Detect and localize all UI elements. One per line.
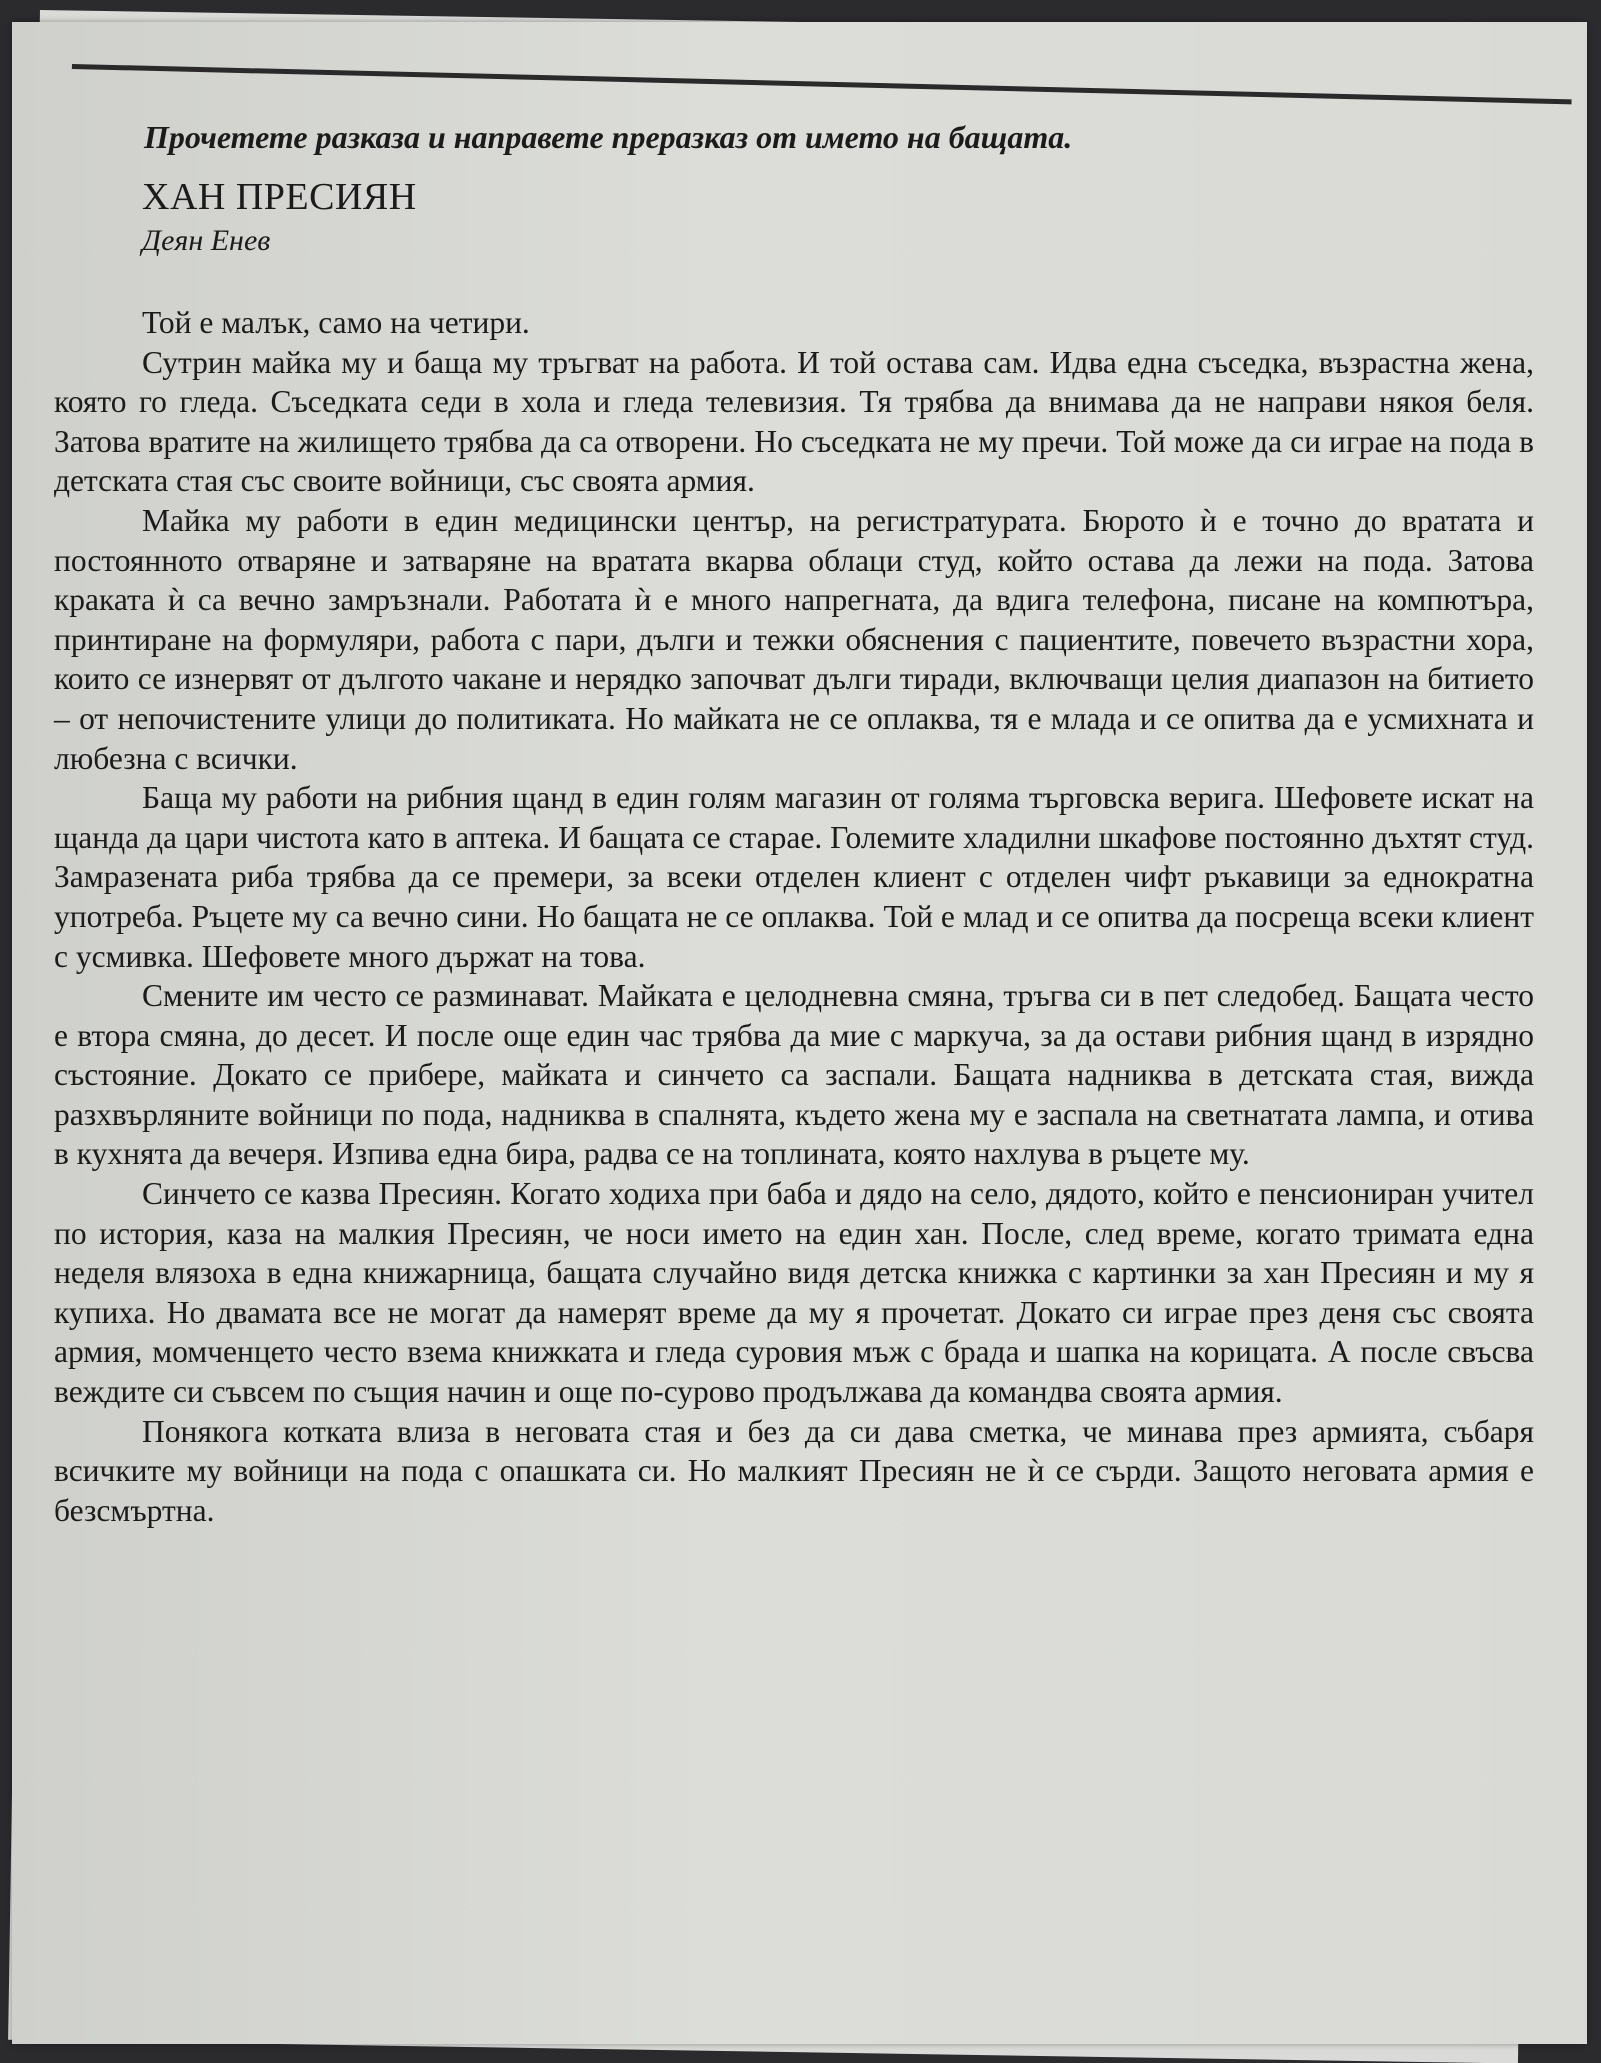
paragraph: Майка му работи в един медицински център, на регистратурата. Бюрото ѝ е точно до вратата и постоянното отваряне и затваряне на вратата вкарва облаци студ, който остава да лежи на пода. Затова краката ѝ са вечно замръзнали. Работата ѝ е много напрегната, да вдига телефона, писане на компютъра, принтиране на формуляри, работа с пари, дълги и тежки обяснения с пациентите, повечето възрастни хора, които се изнервят от дългото чакане и нерядко започват дълги тиради, включващи целия диапазон на битието – от непочистените улици до политиката. Но майката не се оплаква, тя е млада и се опитва да е усмихната и любезна с всички.	[54, 502, 1534, 776]
paragraph: Смените им често се разминават. Майката е целодневна смяна, тръгва си в пет следобед. Бащата често е втора смяна, до десет. И после още един час трябва да мие с маркуча, за да остави рибния щанд в изрядно състояние. Докато се прибере, майката и синчето са заспали. Бащата надниква в детската стая, вижда разхвърляните войници по пода, надниква в спалнята, където жена му е заспала на светнатата лампа, и отива в кухнята да вечеря. Изпива една бира, радва се на топлината, която нахлува в ръцете му.	[54, 978, 1534, 1172]
story-body	[54, 303, 1534, 1530]
top-rule-line	[72, 64, 1572, 104]
paragraph: Синчето се казва Пресиян. Когато ходиха при баба и дядо на село, дядото, който е пенсиониран учител по история, каза на малкия Пресиян, че носи името на един хан. После, след време, когато тримата една неделя влязоха в една книжарница, бащата случайно видя детска книжка с картинки за хан Пресиян и му я купиха. Но двамата все не могат да намерят време да му я прочетат. Докато си играе през деня със своята армия, момченцето често взема книжката и гледа суровия мъж с брада и шапка на корицата. А после свъсва веждите си съвсем по същия начин и още по-сурово продължава да командва своята армия.	[54, 1176, 1534, 1410]
story-author: Деян Енев	[142, 224, 271, 257]
paragraph: Сутрин майка му и баща му тръгват на работа. И той остава сам. Идва една съседка, възрастна жена, която го гледа. Съседката седи в хола и гледа телевизия. Тя трябва да внимава да не направи някоя беля. Затова вратите на жилището трябва да са отворени. Но съседката не му пречи. Той може да си играе на пода в детската стая със своите войници, със своята армия.	[54, 344, 1534, 499]
instruction-text: Прочетете разказа и направете преразказ от името на бащата.	[144, 119, 1073, 155]
document-page	[12, 22, 1587, 2044]
paragraph: Той е малък, само на четири.	[142, 305, 530, 340]
story-title: ХАН ПРЕСИЯН	[142, 176, 417, 218]
document-content	[54, 117, 1534, 1530]
paragraph: Понякога котката влиза в неговата стая и без да си дава сметка, че минава през армията, събаря всичките му войници на пода с опашката си. Но малкият Пресиян не ѝ се сърди. Защото неговата армия е безсмъртна.	[54, 1413, 1534, 1528]
paragraph: Баща му работи на рибния щанд в един голям магазин от голяма търговска верига. Шефовете искат на щанда да цари чистота като в аптека. И бащата се старае. Големите хладилни шкафове постоянно дъхтят студ. Замразената риба трябва да се премери, за всеки отделен клиент с отделен чифт ръкавици за еднократна употреба. Ръцете му са вечно сини. Но бащата не се оплаква. Той е млад и се опитва да посреща всеки клиент с усмивка. Шефовете много държат на това.	[54, 780, 1534, 974]
